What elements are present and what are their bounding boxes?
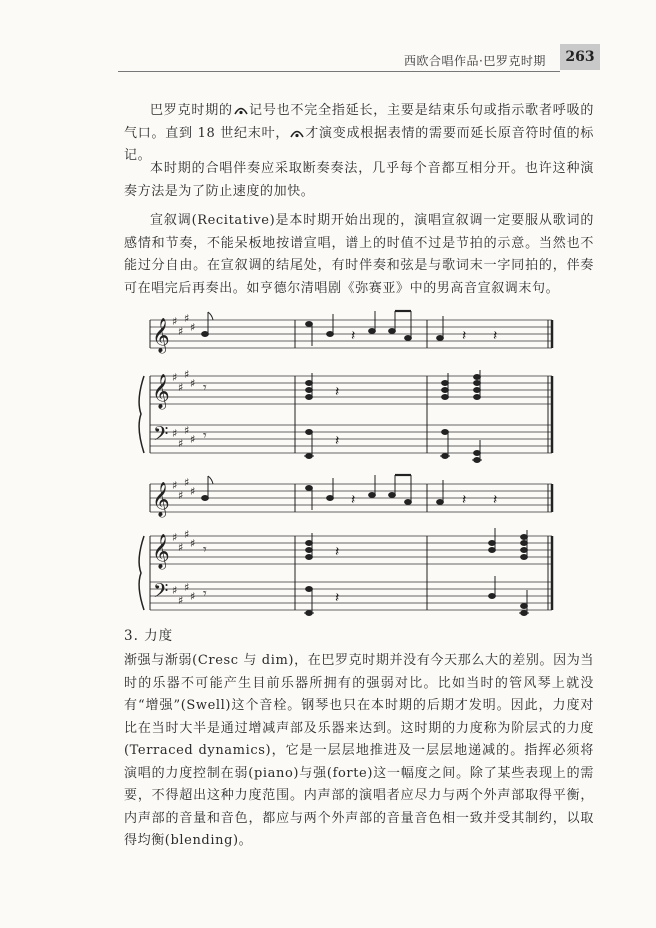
svg-text:𝄽: 𝄽 [335, 384, 340, 400]
treble-clef-icon: 𝄞 [152, 482, 170, 517]
staff-lines [150, 320, 552, 453]
svg-text:𝄽: 𝄽 [462, 328, 467, 344]
svg-text:♯: ♯ [178, 325, 184, 338]
svg-text:♯: ♯ [190, 537, 196, 550]
svg-text:♯: ♯ [178, 594, 184, 607]
svg-text:♯: ♯ [178, 489, 184, 502]
svg-text:𝄽: 𝄽 [351, 328, 356, 344]
svg-text:♯: ♯ [172, 371, 178, 384]
fermata-icon [290, 128, 304, 138]
svg-text:♯: ♯ [184, 528, 190, 541]
section-heading: 3. 力度 [124, 628, 174, 644]
fermata-icon [234, 105, 248, 115]
svg-text:𝄽: 𝄽 [493, 492, 498, 508]
svg-text:𝄾: 𝄾 [203, 586, 207, 602]
svg-text:♯: ♯ [172, 479, 178, 492]
svg-text:♯: ♯ [172, 584, 178, 597]
treble-clef-icon: 𝄞 [152, 534, 170, 569]
svg-text:♯: ♯ [172, 531, 178, 544]
svg-text:𝄽: 𝄽 [493, 328, 498, 344]
svg-text:♯: ♯ [184, 312, 190, 325]
sharp-icon [172, 312, 195, 607]
svg-text:𝄽: 𝄽 [335, 590, 340, 606]
bass-clef-icon: 𝄢 [153, 422, 169, 450]
svg-text:♯: ♯ [184, 368, 190, 381]
paragraph-recitative: 宣叙调(Recitative)是本时期开始出现的，演唱宣叙调一定要服从歌词的感情和节奏，不能呆板地按谱宣唱，谱上的时值不过是节拍的示意。当然也不能过分自由。在宣叙调的结尾处，有时伴奏和弦是与歌词末一字同拍的，伴奏可在唱完后再奏出。如亨德尔清唱剧《弥赛亚》中的男高音宣叙调末句。 [124, 213, 594, 296]
svg-text:𝄽: 𝄽 [335, 544, 340, 560]
svg-text:𝄾: 𝄾 [203, 428, 207, 444]
svg-text:♯: ♯ [190, 433, 196, 446]
svg-text:𝄾: 𝄾 [203, 380, 207, 396]
svg-text:𝄽: 𝄽 [335, 433, 340, 449]
svg-text:♯: ♯ [190, 377, 196, 390]
page-number: 263 [560, 44, 600, 70]
paragraph-staccato: 本时期的合唱伴奏应采取断奏奏法，几乎每个音都互相分开。也许这种演奏方法是为了防止速度的加快。 [124, 161, 594, 199]
svg-text:♯: ♯ [184, 476, 190, 489]
running-title: 西欧合唱作品·巴罗克时期 [404, 54, 546, 68]
svg-text:♯: ♯ [184, 581, 190, 594]
svg-text:𝄽: 𝄽 [462, 492, 467, 508]
running-header [0, 40, 656, 80]
svg-text:♯: ♯ [172, 315, 178, 328]
paragraph-fermata-part-c: 才演变成根据表情的需要而延长原音符时值的标记。 [124, 125, 594, 163]
svg-text:♯: ♯ [178, 437, 184, 450]
svg-text:𝄽: 𝄽 [351, 492, 356, 508]
svg-text:♯: ♯ [172, 427, 178, 440]
bass-clef-icon: 𝄢 [153, 579, 169, 607]
svg-text:♯: ♯ [184, 424, 190, 437]
svg-text:♯: ♯ [178, 381, 184, 394]
svg-text:♯: ♯ [178, 541, 184, 554]
treble-clef-icon: 𝄞 [152, 318, 170, 353]
svg-text:♯: ♯ [190, 590, 196, 603]
paragraph-fermata-part-a: 巴罗克时期的 [150, 103, 233, 118]
treble-clef-icon: 𝄞 [152, 374, 170, 409]
svg-text:𝄾: 𝄾 [203, 542, 207, 558]
paragraph-dynamics: 渐强与渐弱(Cresc 与 dim)，在巴罗克时期并没有今天那么大的差别。因为当时的乐器不可能产生目前乐器所拥有的强弱对比。比如当时的管风琴上就没有“增强”(Swell)这个音栓。钢琴也只在本时期的后期才发明。因此，力度对比在当时大半是通过增减声部及乐器来达到。这时期的力度称为阶层式的力度(Terraced dynamics)，它是一层层地推进及一层层地递减的。指挥必须将演唱的力度控制在弱(piano)与强(forte)这一幅度之间。除了某些表现上的需要，不得超出这种力度范围。内声部的演唱者应尽力与两个外声部取得平衡，内声部的音量和音色，都应与两个外声部的音量音色相一致并受其制约，以取得均衡(blending)。 [124, 653, 594, 848]
paragraph-fermata-part-b: 记号也不完全指延长，主要是结束乐句或指示歌者呼吸的气口。直到 18 世纪末叶， [124, 103, 594, 141]
staff-lines [150, 484, 552, 610]
svg-text:♯: ♯ [190, 485, 196, 498]
svg-text:♯: ♯ [190, 321, 196, 334]
header-rule [118, 71, 560, 72]
